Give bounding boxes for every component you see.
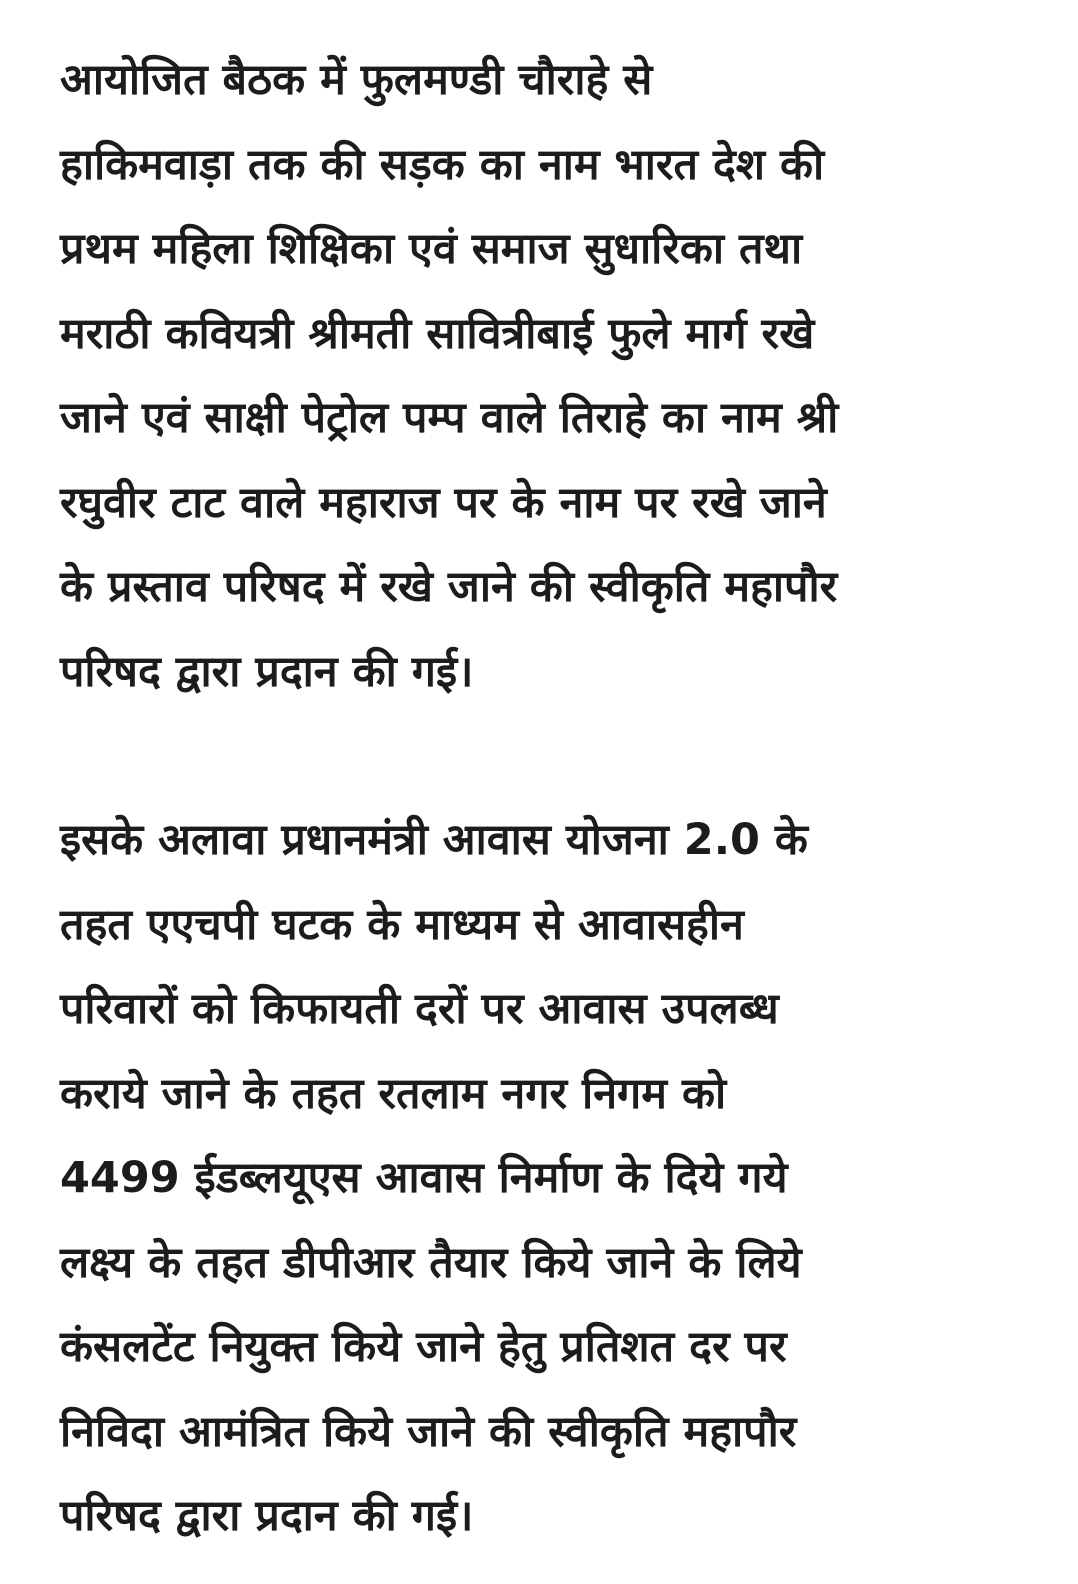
text-line: परिवारों को किफायती दरों पर आवास उपलब्ध xyxy=(60,984,779,1034)
text-line: के प्रस्ताव परिषद में रखे जाने की स्वीकृति महापौर xyxy=(60,562,838,612)
text-line: परिषद द्वारा प्रदान की गई। xyxy=(60,1491,474,1541)
text-line: मराठी कवियत्री श्रीमती सावित्रीबाई फुले मार्ग रखे xyxy=(60,308,815,359)
text-line: इसके अलावा प्रधानमंत्री आवास योजना 2.0 के xyxy=(60,815,808,865)
text-line: कराये जाने के तहत रतलाम नगर निगम को xyxy=(60,1068,727,1119)
paragraph-road-naming xyxy=(60,38,1020,714)
text-line: प्रथम महिला शिक्षिका एवं समाज सुधारिका तथा xyxy=(60,224,803,274)
text-line: तहत एएचपी घटक के माध्यम से आवासहीन xyxy=(60,899,744,950)
paragraph-housing-scheme xyxy=(60,798,1020,1559)
text-line: कंसलटेंट नियुक्त किये जाने हेतु प्रतिशत दर पर xyxy=(60,1322,787,1372)
text-line: जाने एवं साक्षी पेट्रोल पम्प वाले तिराहे का नाम श्री xyxy=(60,393,839,443)
paragraph-spacer xyxy=(60,714,1020,798)
text-line: हाकिमवाड़ा तक की सड़क का नाम भारत देश की xyxy=(60,139,825,190)
article-body xyxy=(60,38,1020,1559)
text-line: आयोजित बैठक में फुलमण्डी चौराहे से xyxy=(60,55,653,105)
text-line: परिषद द्वारा प्रदान की गई। xyxy=(60,646,474,697)
text-line: लक्ष्य के तहत डीपीआर तैयार किये जाने के लिये xyxy=(60,1237,802,1288)
text-line: रघुवीर टाट वाले महाराज पर के नाम पर रखे जाने xyxy=(60,477,827,528)
text-line: निविदा आमंत्रित किये जाने की स्वीकृति महापौर xyxy=(60,1406,797,1457)
text-line: 4499 ईडब्लयूएस आवास निर्माण के दिये गये xyxy=(60,1153,788,1203)
